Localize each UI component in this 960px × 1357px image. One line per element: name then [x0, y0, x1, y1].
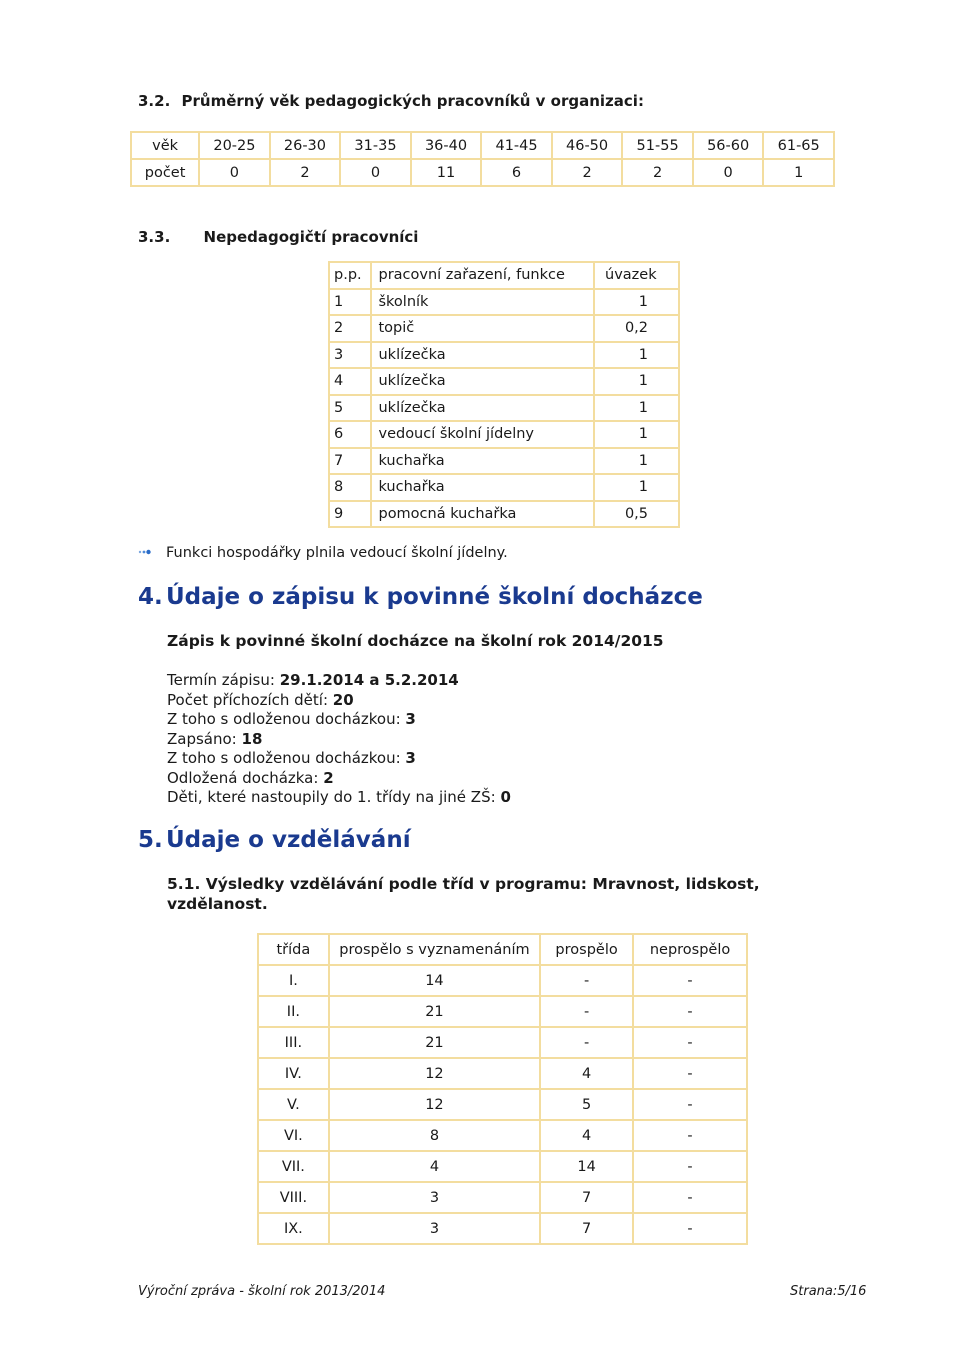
section-3-2-heading [138, 92, 644, 110]
info-label: Z toho s odloženou docházkou: [167, 749, 406, 767]
count-cell: 1 [763, 159, 834, 186]
section-4-heading [138, 584, 703, 610]
results-row [258, 996, 747, 1027]
info-label: Termín zápisu: [167, 671, 280, 689]
staff-role: uklízečka [371, 342, 594, 369]
staff-row [329, 315, 679, 342]
section-4-subtitle: Zápis k povinné školní docházce na školní rok 2014/2015 [167, 632, 664, 650]
results-passed: 14 [540, 1151, 633, 1182]
results-passed: 5 [540, 1089, 633, 1120]
staff-row [329, 368, 679, 395]
results-honors: 3 [329, 1213, 540, 1244]
staff-header-row [329, 262, 679, 289]
results-row [258, 1120, 747, 1151]
results-row [258, 1182, 747, 1213]
section-5-1-line2: vzdělanost. [167, 895, 268, 913]
staff-row [329, 421, 679, 448]
staff-row [329, 448, 679, 475]
count-cell: 2 [552, 159, 623, 186]
info-label: Počet příchozích dětí: [167, 691, 333, 709]
staff-row [329, 395, 679, 422]
results-row [258, 1213, 747, 1244]
results-failed: - [633, 1120, 747, 1151]
results-passed: 7 [540, 1182, 633, 1213]
age-row-label: věk [131, 132, 199, 159]
results-passed: 4 [540, 1058, 633, 1089]
info-line [167, 691, 354, 709]
staff-role: topič [371, 315, 594, 342]
staff-role: školník [371, 289, 594, 316]
staff-number: 3 [329, 342, 371, 369]
info-value: 3 [405, 710, 416, 728]
dotted-arrow-bullet-icon [138, 548, 158, 559]
results-failed: - [633, 965, 747, 996]
count-row [131, 159, 834, 186]
staff-note-text: Funkci hospodářky plnila vedoucí školní jídelny. [166, 545, 508, 561]
results-row [258, 965, 747, 996]
staff-row [329, 342, 679, 369]
staff-row [329, 501, 679, 528]
section-3-3-title: Nepedagogičtí pracovníci [203, 228, 419, 246]
info-value: 20 [332, 691, 354, 709]
staff-load: 1 [594, 368, 679, 395]
age-cell: 20-25 [199, 132, 270, 159]
staff-load: 1 [594, 474, 679, 501]
age-cell: 46-50 [552, 132, 623, 159]
section-5-title: Údaje o vzdělávání [166, 827, 411, 853]
age-cell: 31-35 [340, 132, 411, 159]
age-cell: 26-30 [270, 132, 341, 159]
results-row [258, 1058, 747, 1089]
results-class: VI. [258, 1120, 329, 1151]
results-honors: 3 [329, 1182, 540, 1213]
staff-number: 6 [329, 421, 371, 448]
results-passed: - [540, 996, 633, 1027]
results-class: VII. [258, 1151, 329, 1182]
staff-number: 8 [329, 474, 371, 501]
staff-load: 0,2 [594, 315, 679, 342]
staff-header-load: úvazek [594, 262, 679, 289]
results-failed: - [633, 1182, 747, 1213]
count-cell: 0 [199, 159, 270, 186]
staff-number: 4 [329, 368, 371, 395]
section-4-number: 4. [138, 584, 163, 610]
results-failed: - [633, 1151, 747, 1182]
info-label: Z toho s odloženou docházkou: [167, 710, 406, 728]
results-honors: 12 [329, 1089, 540, 1120]
count-cell: 0 [340, 159, 411, 186]
staff-number: 7 [329, 448, 371, 475]
info-value: 18 [241, 730, 263, 748]
results-failed: - [633, 1058, 747, 1089]
results-row [258, 1089, 747, 1120]
info-value: 3 [405, 749, 416, 767]
staff-number: 5 [329, 395, 371, 422]
results-honors: 8 [329, 1120, 540, 1151]
staff-role: pomocná kuchařka [371, 501, 594, 528]
staff-load: 1 [594, 421, 679, 448]
staff-load: 1 [594, 289, 679, 316]
staff-role: kuchařka [371, 474, 594, 501]
results-class: V. [258, 1089, 329, 1120]
info-line [167, 710, 416, 728]
results-header-row [258, 934, 747, 965]
results-class: I. [258, 965, 329, 996]
section-3-2-number: 3.2. [138, 92, 171, 110]
age-cell: 41-45 [481, 132, 552, 159]
section-5-1-line1: 5.1. Výsledky vzdělávání podle tříd v programu: Mravnost, lidskost, [167, 875, 760, 893]
results-class: III. [258, 1027, 329, 1058]
footer-report-title: Výroční zpráva - školní rok 2013/2014 [138, 1284, 386, 1299]
count-cell: 2 [270, 159, 341, 186]
results-passed: 7 [540, 1213, 633, 1244]
info-value: 29.1.2014 a 5.2.2014 [279, 671, 459, 689]
results-passed: - [540, 1027, 633, 1058]
staff-number: 1 [329, 289, 371, 316]
age-cell: 36-40 [411, 132, 482, 159]
results-header-honors: prospělo s vyznamenáním [329, 934, 540, 965]
staff-table [328, 261, 680, 528]
count-row-label: počet [131, 159, 199, 186]
staff-role: kuchařka [371, 448, 594, 475]
results-header-failed: neprospělo [633, 934, 747, 965]
age-cell: 56-60 [693, 132, 764, 159]
results-header-class: třída [258, 934, 329, 965]
staff-load: 0,5 [594, 501, 679, 528]
info-label: Odložená docházka: [167, 769, 324, 787]
results-honors: 21 [329, 1027, 540, 1058]
section-3-3-number: 3.3. [138, 228, 171, 246]
staff-number: 9 [329, 501, 371, 528]
footer-page-number: Strana:5/16 [790, 1284, 867, 1299]
age-cell: 51-55 [622, 132, 693, 159]
results-class: IX. [258, 1213, 329, 1244]
results-failed: - [633, 1089, 747, 1120]
staff-role: uklízečka [371, 395, 594, 422]
results-row [258, 1027, 747, 1058]
section-5-heading [138, 827, 411, 853]
info-line [167, 671, 459, 689]
results-honors: 12 [329, 1058, 540, 1089]
results-honors: 14 [329, 965, 540, 996]
section-3-2-title: Průměrný věk pedagogických pracovníků v organizaci: [181, 92, 644, 110]
results-table [257, 933, 748, 1245]
section-4-title: Údaje o zápisu k povinné školní docházce [166, 584, 703, 610]
staff-note [138, 545, 508, 561]
results-failed: - [633, 1027, 747, 1058]
section-3-3-heading [138, 228, 418, 246]
info-line [167, 769, 334, 787]
age-row [131, 132, 834, 159]
results-failed: - [633, 1213, 747, 1244]
info-line [167, 788, 511, 806]
results-passed: 4 [540, 1120, 633, 1151]
staff-load: 1 [594, 395, 679, 422]
staff-row [329, 474, 679, 501]
results-class: VIII. [258, 1182, 329, 1213]
section-5-1-heading [167, 874, 760, 914]
info-label: Děti, které nastoupily do 1. třídy na jiné ZŠ: [167, 788, 501, 806]
staff-load: 1 [594, 448, 679, 475]
staff-row [329, 289, 679, 316]
results-honors: 21 [329, 996, 540, 1027]
results-class: IV. [258, 1058, 329, 1089]
count-cell: 0 [693, 159, 764, 186]
staff-number: 2 [329, 315, 371, 342]
staff-header-role: pracovní zařazení, funkce [371, 262, 594, 289]
info-value: 2 [323, 769, 334, 787]
results-failed: - [633, 996, 747, 1027]
staff-header-number: p.p. [329, 262, 371, 289]
results-passed: - [540, 965, 633, 996]
count-cell: 6 [481, 159, 552, 186]
info-label: Zapsáno: [167, 730, 242, 748]
results-class: II. [258, 996, 329, 1027]
staff-role: uklízečka [371, 368, 594, 395]
results-row [258, 1151, 747, 1182]
age-table [130, 131, 835, 187]
count-cell: 11 [411, 159, 482, 186]
count-cell: 2 [622, 159, 693, 186]
info-line [167, 730, 262, 748]
staff-load: 1 [594, 342, 679, 369]
section-5-number: 5. [138, 827, 163, 853]
info-line [167, 749, 416, 767]
info-value: 0 [500, 788, 511, 806]
age-cell: 61-65 [763, 132, 834, 159]
staff-role: vedoucí školní jídelny [371, 421, 594, 448]
results-honors: 4 [329, 1151, 540, 1182]
results-header-passed: prospělo [540, 934, 633, 965]
